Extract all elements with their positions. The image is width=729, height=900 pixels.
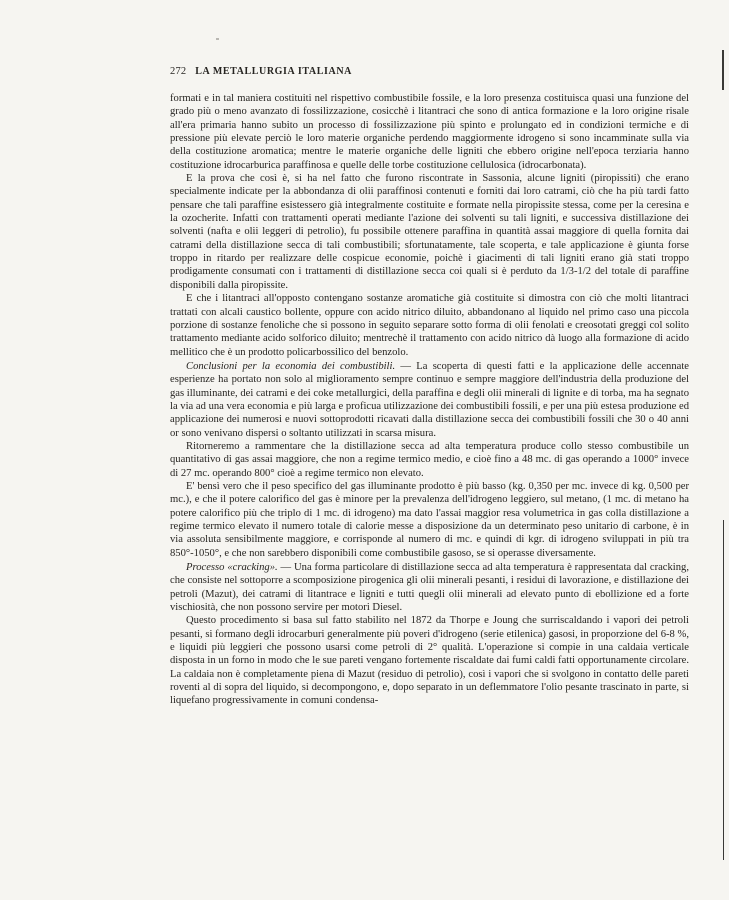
page-number: 272 [170, 66, 187, 77]
paragraph-text: — La scoperta di questi fatti e la applicazione delle accennate esperienze ha portato non solo al miglioramento sempre continuo e sempre maggiore dell'industria della produzione del gas illuminante, dei catrami e dei coke metallurgici, della paraffina e degli olii minerali di lignite e di torba, ma ha segnato la via ad una vera economia e più larga e proficua utilizzazione dei combustibili fossili, e per una più estesa produzione ed applicazione dei numerosi e nuovi sottoprodotti ricavati dalla distillazione secca dei combustibili fossili che 30 o 40 anni or sono venivano dispersi o soltanto utilizzati in scarsa misura. [170, 360, 689, 439]
paragraph [170, 614, 689, 707]
paragraph [170, 561, 689, 614]
paragraph-text: E la prova che così è, si ha nel fatto che furono riscontrate in Sassonia, alcune ligniti (piropissiti) che erano specialmente indicate per la abbondanza di olii paraffinosi contenuti e forniti dai loro catrami, ciò che ha più tardi fatto pensare che tali paraffine esistessero già integralmente costituite e formate nella piropissite stessa, come per la ceresina e la ozocherite. Infatti con trattamenti operati mediante l'azione dei solventi su tali ligniti, e successiva distillazione dei solventi (nafta e olii leggeri di petrolio), fu possibile ottenere paraffina in quantità assai maggiore di quella fornita dai catrami della distillazione secca di tali combustibili; sfortunatamente, tale scoperta, e tale applicazione è giunta forse troppo in ritardo per realizzare delle cospicue economie, poichè i giacimenti di tali ligniti erano già stati troppo prodigamente consumati con i trattamenti di distillazione secca coi quali si è perduto da 1/3-1/2 del totale di paraffine disponibili dalla piropissite. [170, 173, 689, 291]
paragraph-text: formati e in tal maniera costituiti nel rispettivo combustibile fossile, e la loro presenza costituisca quasi una funzione del grado più o meno avanzato di fossilizzazione, cosicchè i litantraci che sono di antica formazione e la loro origine risale all'era primaria hanno subito un processo di fossilizzazione più spinto e prolungato ed in condizioni termiche e di pressione più elevate perciò le loro materie organiche perdendo maggiormente idrogeno si sono incamminate sulla via della costituzione aromatica; mentre le materie organiche delle ligniti che ebbero origine nell'epoca terziaria hanno costituzione idrocarburica paraffinosa e quelle delle torbe costituzione cellulosica (idrocarbonata). [170, 93, 689, 171]
page-edge-shadow [722, 50, 724, 90]
running-title: LA METALLURGIA ITALIANA [195, 66, 352, 77]
page-edge-shadow [723, 520, 725, 860]
paragraph [170, 292, 689, 359]
section-heading: Processo «cracking». [186, 562, 278, 574]
paragraph-text: E che i litantraci all'opposto contengano sostanze aromatiche già costituite si dimostra con ciò che molti litantraci trattati con alcali caustico bollente, oppure con acido nitrico diluito, abbandonano al liquido nel primo caso una piccola porzione di sostanze fenoliche che si possono in seguito separare sotto forma di olii fenolati e creosotati greggi col solito trattamento mediante acido solforico diluito; mentrechè il trattamento con acido nitrico dà luogo alla formazione di acido mellitico che è un prodotto policarbossilico del benzolo. [170, 293, 689, 358]
paragraph [170, 172, 689, 292]
article-body [170, 92, 689, 708]
paragraph [170, 92, 689, 172]
paragraph-text: Ritorneremo a rammentare che la distillazione secca ad alta temperatura produce collo stesso combustibile un quantitativo di gas assai maggiore, che non a regime termico medio, e cioè fino a 48 mc. di gas operando a 1000° invece di 27 mc. operando 800° cioè a regime termico non elevato. [170, 440, 689, 479]
paragraph-text: E' bensì vero che il peso specifico del gas illuminante prodotto è più basso (kg. 0,350 per mc. invece di kg. 0,500 per mc.), e che il potere calorifico del gas è minore per la prevalenza dell'idrogeno leggiero, sul metano, (1 mc. di metano ha potere calorifico più che triplo di 1 mc. di idrogeno) ma dato l'assai maggior resa volumetrica in gas colla distillazione a regime termico elevato il numero totale di calorie messe a disposizione da un determinato peso unitario di carbone, è in via assoluta sensibilmente maggiore, e corrisponde al numero di mc. e quindi di kgr. di idrogeno sviluppati in più tra 850°-1050°, e che non sarebbero disponibili come combustibile gasoso, se si operasse diversamente. [170, 480, 689, 559]
paragraph-text: — Una forma particolare di distillazione secca ad alta temperatura è rappresentata dal cracking, che consiste nel sottoporre a scomposizione pirogenica gli olii minerali pesanti, i residui di lavorazione, e distillazione dei petroli (Mazut), dei catrami di litantrace e ligniti e tutti quegli olii minerali ad elevato punto di ebollizione ed a forte vischiosità, che non possono servire per motori Diesel. [170, 562, 689, 614]
paragraph [170, 440, 689, 480]
scan-speck [216, 38, 219, 40]
section-heading: Conclusioni per la economia dei combustibili. [186, 360, 396, 372]
paragraph [170, 480, 689, 560]
running-header [170, 66, 352, 77]
paragraph-text: Questo procedimento si basa sul fatto stabilito nel 1872 da Thorpe e Joung che surriscaldando i vapori dei petroli pesanti, si formano degli idrocarburi generalmente più poveri d'idrogeno (serie etilenica) gasosi, in proporzione del 6-8 %, e liquidi più leggieri che possono usarsi come petroli di 2° qualità. L'operazione si compie in una caldaia verticale disposta in un forno in modo che le sue pareti vengano fortemente riscaldate dai fumi caldi fatti opportunamente circolare. La caldaia non è completamente piena di Mazut (residuo di petrolio), così i vapori che si svolgono in contatto delle pareti roventi al di sopra del liquido, si decompongono, e, dopo separato in un deflemmatore l'olio pesante trascinato in parte, si liquefano progressivamente in comuni condensa- [170, 615, 689, 707]
paragraph [170, 360, 689, 440]
